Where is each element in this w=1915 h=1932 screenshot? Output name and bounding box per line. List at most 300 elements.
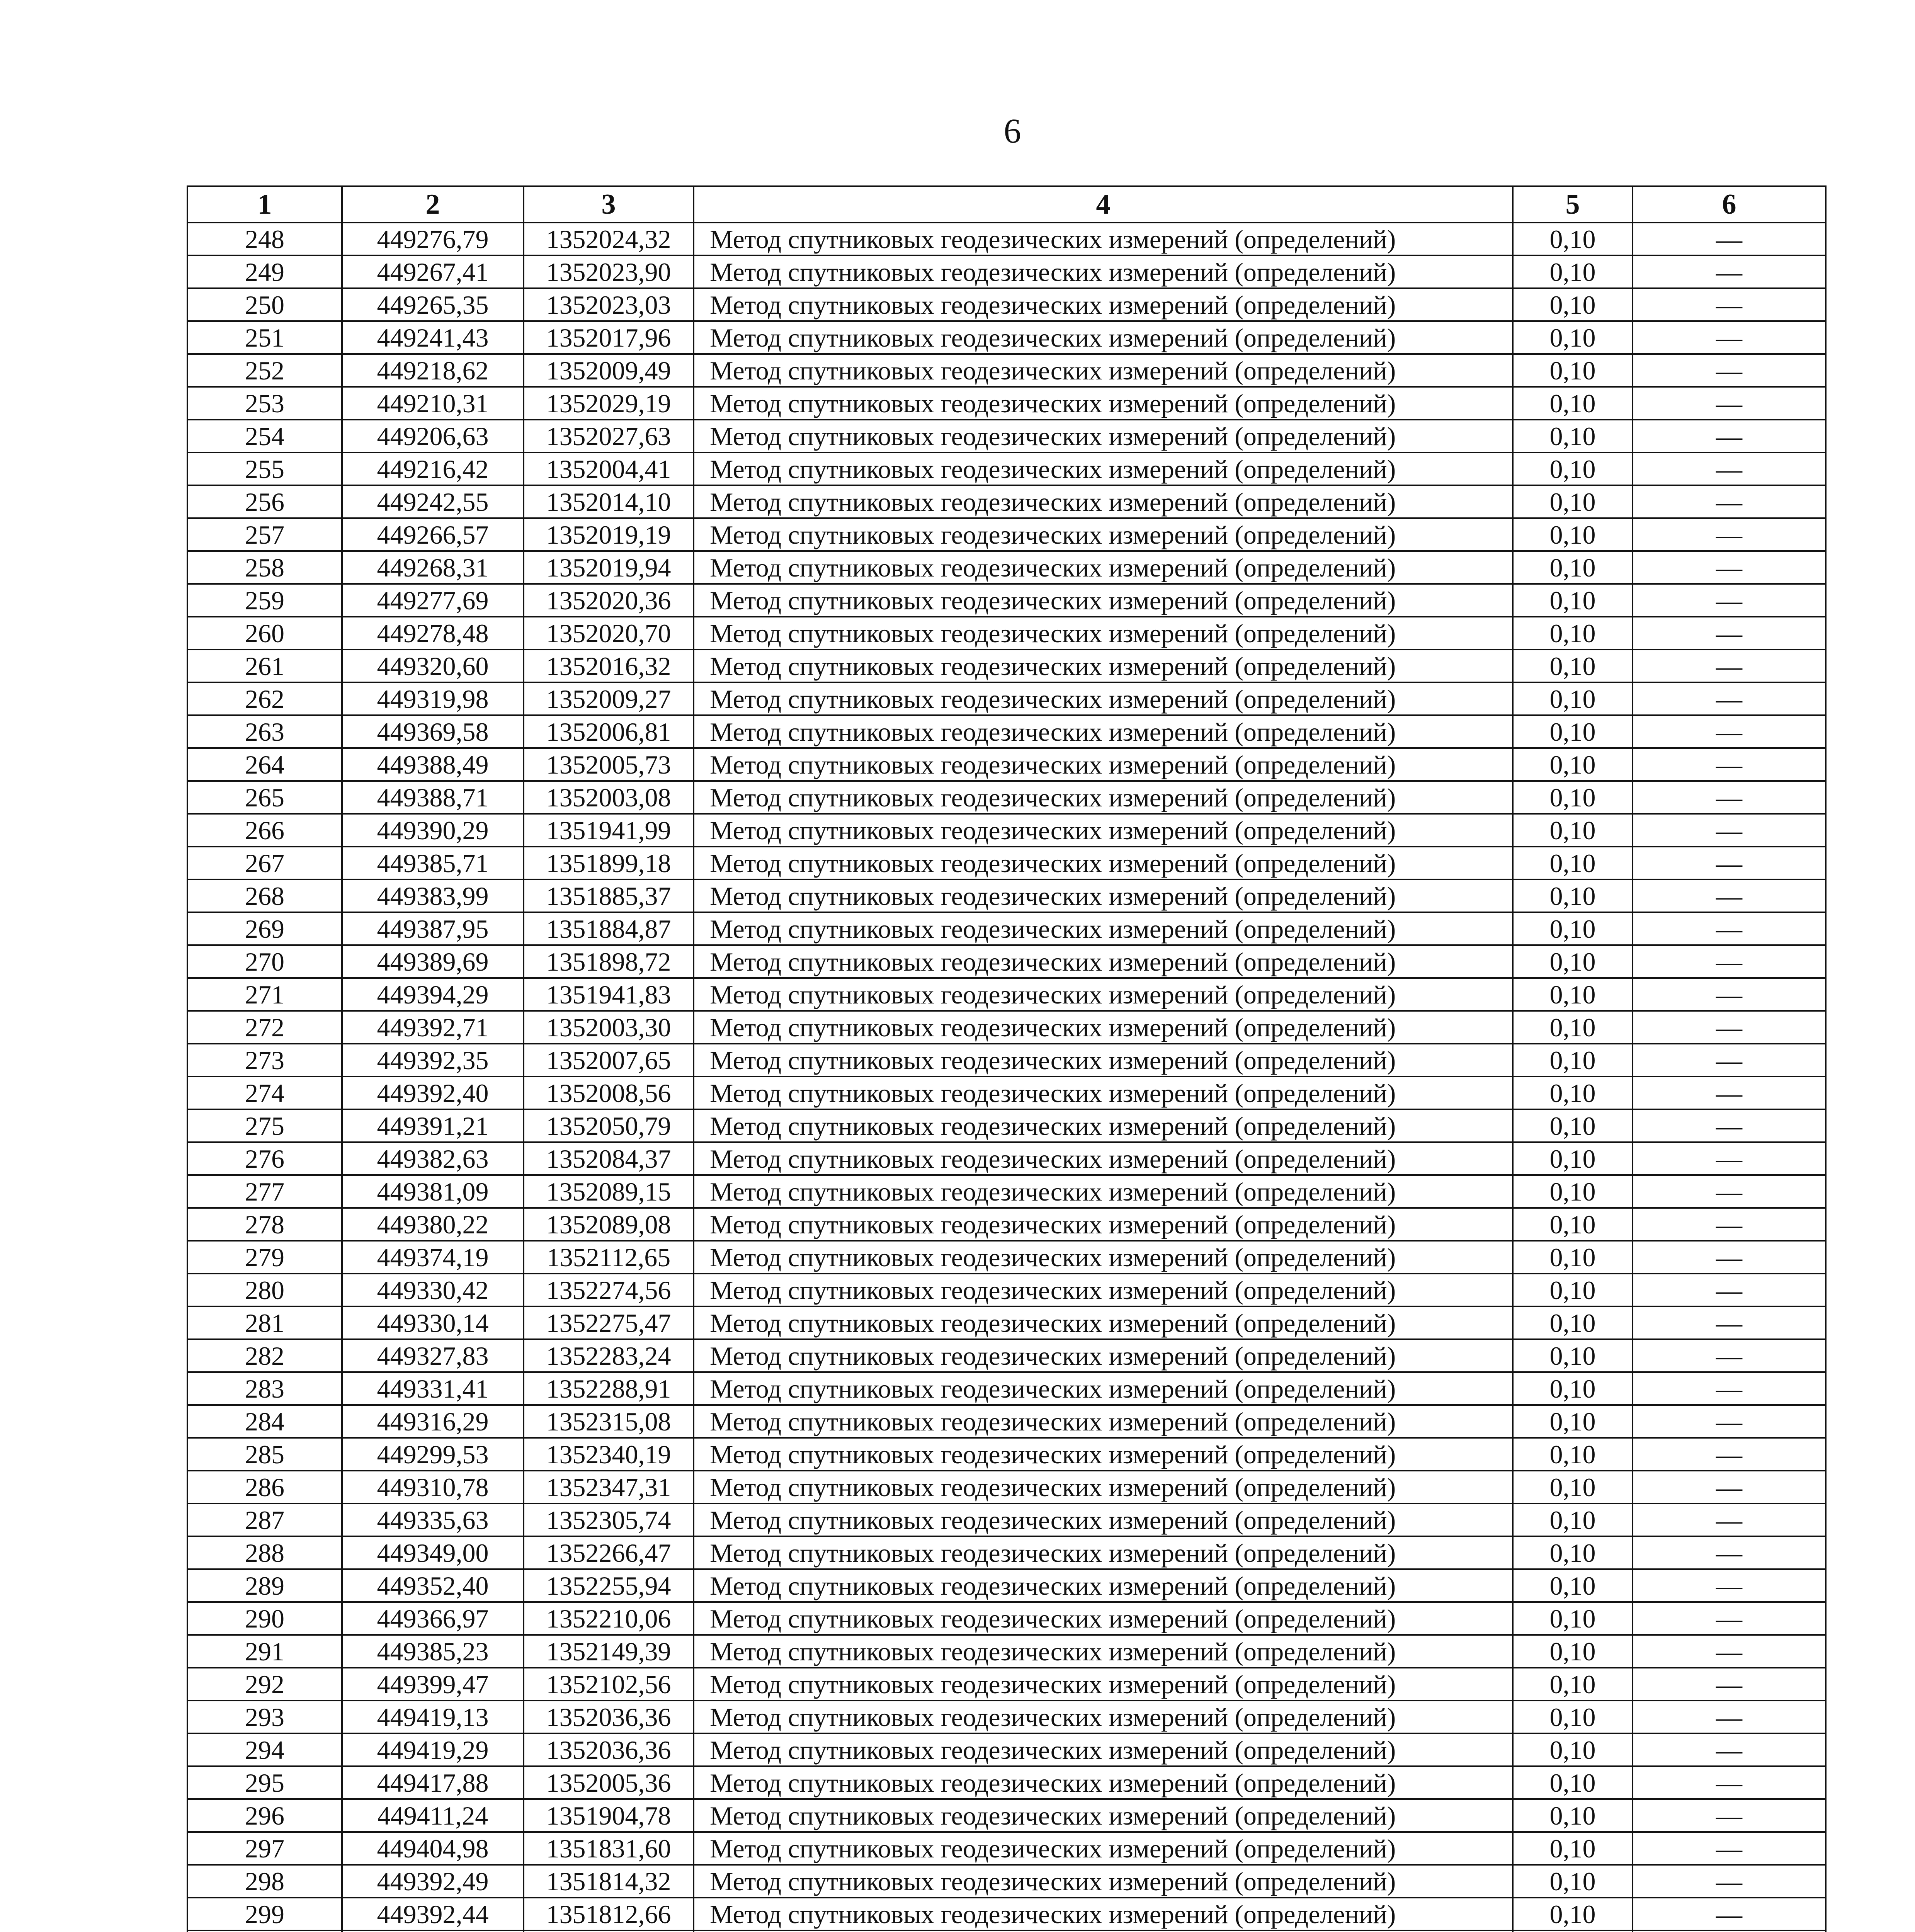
- method-cell: Метод спутниковых геодезических измерений (определений): [694, 354, 1513, 387]
- table-row: [187, 1339, 1826, 1372]
- x-coordinate-cell: 449380,22: [342, 1208, 524, 1241]
- y-coordinate-cell: 1352014,10: [524, 485, 694, 518]
- table-row: [187, 1044, 1826, 1077]
- y-coordinate-cell: 1352019,19: [524, 518, 694, 551]
- note-cell: —: [1633, 518, 1826, 551]
- accuracy-cell: 0,10: [1513, 1635, 1633, 1668]
- method-cell: Метод спутниковых геодезических измерений (определений): [694, 1635, 1513, 1668]
- note-cell: —: [1633, 1438, 1826, 1471]
- point-number-cell: 265: [187, 781, 342, 814]
- accuracy-cell: 0,10: [1513, 1306, 1633, 1339]
- x-coordinate-cell: 449392,49: [342, 1865, 524, 1898]
- table-row: [187, 617, 1826, 650]
- y-coordinate-cell: 1351899,18: [524, 847, 694, 879]
- point-number-cell: 259: [187, 584, 342, 617]
- x-coordinate-cell: 449404,98: [342, 1832, 524, 1865]
- y-coordinate-cell: 1352275,47: [524, 1306, 694, 1339]
- method-cell: Метод спутниковых геодезических измерений (определений): [694, 1799, 1513, 1832]
- y-coordinate-cell: 1352288,91: [524, 1372, 694, 1405]
- method-cell: Метод спутниковых геодезических измерений (определений): [694, 1109, 1513, 1142]
- x-coordinate-cell: 449388,71: [342, 781, 524, 814]
- x-coordinate-cell: 449385,23: [342, 1635, 524, 1668]
- table-row: [187, 1503, 1826, 1536]
- y-coordinate-cell: 1351812,66: [524, 1898, 694, 1930]
- accuracy-cell: 0,10: [1513, 1898, 1633, 1930]
- method-cell: Метод спутниковых геодезических измерений (определений): [694, 223, 1513, 255]
- point-number-cell: 293: [187, 1701, 342, 1733]
- table-row: [187, 1372, 1826, 1405]
- point-number-cell: 290: [187, 1602, 342, 1635]
- y-coordinate-cell: 1351941,99: [524, 814, 694, 847]
- note-cell: —: [1633, 1142, 1826, 1175]
- method-cell: Метод спутниковых геодезических измерений (определений): [694, 584, 1513, 617]
- method-cell: Метод спутниковых геодезических измерений (определений): [694, 1339, 1513, 1372]
- y-coordinate-cell: 1352036,36: [524, 1701, 694, 1733]
- column-header: 6: [1633, 186, 1826, 223]
- note-cell: —: [1633, 1274, 1826, 1306]
- note-cell: —: [1633, 223, 1826, 255]
- accuracy-cell: 0,10: [1513, 1766, 1633, 1799]
- table-row: [187, 748, 1826, 781]
- accuracy-cell: 0,10: [1513, 617, 1633, 650]
- table-row: [187, 781, 1826, 814]
- method-cell: Метод спутниковых геодезических измерений (определений): [694, 1142, 1513, 1175]
- y-coordinate-cell: 1351898,72: [524, 945, 694, 978]
- accuracy-cell: 0,10: [1513, 485, 1633, 518]
- method-cell: Метод спутниковых геодезических измерений (определений): [694, 650, 1513, 682]
- note-cell: —: [1633, 879, 1826, 912]
- method-cell: Метод спутниковых геодезических измерений (определений): [694, 1372, 1513, 1405]
- accuracy-cell: 0,10: [1513, 255, 1633, 288]
- table-row: [187, 1930, 1826, 1932]
- table-row: [187, 1898, 1826, 1930]
- column-header: 5: [1513, 186, 1633, 223]
- table-row: [187, 452, 1826, 485]
- note-cell: —: [1633, 420, 1826, 452]
- accuracy-cell: 0,10: [1513, 945, 1633, 978]
- table-row: [187, 814, 1826, 847]
- point-number-cell: 285: [187, 1438, 342, 1471]
- column-header: 3: [524, 186, 694, 223]
- note-cell: —: [1633, 1865, 1826, 1898]
- accuracy-cell: 0,10: [1513, 1241, 1633, 1274]
- point-number-cell: 297: [187, 1832, 342, 1865]
- note-cell: —: [1633, 1832, 1826, 1865]
- point-number-cell: 262: [187, 682, 342, 715]
- point-number-cell: 292: [187, 1668, 342, 1701]
- method-cell: Метод спутниковых геодезических измерений (определений): [694, 387, 1513, 420]
- accuracy-cell: 0,10: [1513, 1569, 1633, 1602]
- x-coordinate-cell: 449278,48: [342, 617, 524, 650]
- point-number-cell: 282: [187, 1339, 342, 1372]
- note-cell: —: [1633, 1503, 1826, 1536]
- y-coordinate-cell: 1352274,56: [524, 1274, 694, 1306]
- table-row: [187, 223, 1826, 255]
- y-coordinate-cell: 1352102,56: [524, 1668, 694, 1701]
- x-coordinate-cell: 449330,14: [342, 1306, 524, 1339]
- table-header-row: [187, 186, 1826, 223]
- method-cell: Метод спутниковых геодезических измерений (определений): [694, 617, 1513, 650]
- method-cell: Метод спутниковых геодезических измерений (определений): [694, 452, 1513, 485]
- table-row: [187, 1668, 1826, 1701]
- table-row: [187, 945, 1826, 978]
- point-number-cell: 256: [187, 485, 342, 518]
- accuracy-cell: 0,10: [1513, 748, 1633, 781]
- table-row: [187, 1011, 1826, 1044]
- y-coordinate-cell: 1352024,32: [524, 223, 694, 255]
- note-cell: —: [1633, 1175, 1826, 1208]
- point-number-cell: 249: [187, 255, 342, 288]
- note-cell: —: [1633, 748, 1826, 781]
- accuracy-cell: 0,10: [1513, 420, 1633, 452]
- y-coordinate-cell: 1352006,81: [524, 715, 694, 748]
- note-cell: —: [1633, 1372, 1826, 1405]
- y-coordinate-cell: 1352149,39: [524, 1635, 694, 1668]
- x-coordinate-cell: 449419,29: [342, 1733, 524, 1766]
- x-coordinate-cell: 449419,13: [342, 1701, 524, 1733]
- x-coordinate-cell: 449331,41: [342, 1372, 524, 1405]
- accuracy-cell: 0,10: [1513, 1339, 1633, 1372]
- note-cell: —: [1633, 1733, 1826, 1766]
- point-number-cell: 286: [187, 1471, 342, 1503]
- method-cell: Метод спутниковых геодезических измерений (определений): [694, 1471, 1513, 1503]
- method-cell: Метод спутниковых геодезических измерений (определений): [694, 1438, 1513, 1471]
- y-coordinate-cell: 1352005,73: [524, 748, 694, 781]
- table-row: [187, 1208, 1826, 1241]
- accuracy-cell: 0,10: [1513, 1733, 1633, 1766]
- note-cell: —: [1633, 1766, 1826, 1799]
- accuracy-cell: 0,10: [1513, 1044, 1633, 1077]
- x-coordinate-cell: 449267,41: [342, 255, 524, 288]
- accuracy-cell: 0,10: [1513, 814, 1633, 847]
- table-row: [187, 1865, 1826, 1898]
- accuracy-cell: 0,10: [1513, 518, 1633, 551]
- accuracy-cell: 0,10: [1513, 650, 1633, 682]
- point-number-cell: 263: [187, 715, 342, 748]
- accuracy-cell: 0,10: [1513, 1405, 1633, 1438]
- y-coordinate-cell: 1351941,83: [524, 978, 694, 1011]
- method-cell: Метод спутниковых геодезических измерений (определений): [694, 847, 1513, 879]
- table-row: [187, 1175, 1826, 1208]
- method-cell: Метод спутниковых геодезических измерений (определений): [694, 1865, 1513, 1898]
- point-number-cell: 281: [187, 1306, 342, 1339]
- x-coordinate-cell: 449382,63: [342, 1142, 524, 1175]
- note-cell: —: [1633, 781, 1826, 814]
- accuracy-cell: 0,10: [1513, 1109, 1633, 1142]
- x-coordinate-cell: 449242,55: [342, 485, 524, 518]
- note-cell: —: [1633, 1339, 1826, 1372]
- accuracy-cell: 0,10: [1513, 1799, 1633, 1832]
- note-cell: —: [1633, 584, 1826, 617]
- y-coordinate-cell: 1352283,24: [524, 1339, 694, 1372]
- note-cell: —: [1633, 551, 1826, 584]
- y-coordinate-cell: 1352017,96: [524, 321, 694, 354]
- point-number-cell: 260: [187, 617, 342, 650]
- table-row: [187, 387, 1826, 420]
- point-number-cell: [187, 1930, 342, 1932]
- x-coordinate-cell: 449374,19: [342, 1241, 524, 1274]
- x-coordinate-cell: 449392,44: [342, 1898, 524, 1930]
- method-cell: Метод спутниковых геодезических измерений (определений): [694, 1175, 1513, 1208]
- y-coordinate-cell: 1352008,56: [524, 1077, 694, 1109]
- table-row: [187, 978, 1826, 1011]
- table-row: [187, 1766, 1826, 1799]
- note-cell: —: [1633, 1799, 1826, 1832]
- method-cell: Метод спутниковых геодезических измерений (определений): [694, 255, 1513, 288]
- x-coordinate-cell: 449369,58: [342, 715, 524, 748]
- method-cell: Метод спутниковых геодезических измерений (определений): [694, 945, 1513, 978]
- table-row: [187, 1471, 1826, 1503]
- point-number-cell: 254: [187, 420, 342, 452]
- table-row: [187, 518, 1826, 551]
- y-coordinate-cell: 1352009,49: [524, 354, 694, 387]
- table-row: [187, 321, 1826, 354]
- x-coordinate-cell: 449218,62: [342, 354, 524, 387]
- table-row: [187, 1799, 1826, 1832]
- method-cell: Метод спутниковых геодезических измерений (определений): [694, 518, 1513, 551]
- point-number-cell: 252: [187, 354, 342, 387]
- x-coordinate-cell: 449266,57: [342, 518, 524, 551]
- method-cell: Метод спутниковых геодезических измерений (определений): [694, 551, 1513, 584]
- table-row: [187, 584, 1826, 617]
- point-number-cell: 298: [187, 1865, 342, 1898]
- table-row: [187, 1635, 1826, 1668]
- accuracy-cell: 0,10: [1513, 912, 1633, 945]
- note-cell: —: [1633, 1077, 1826, 1109]
- method-cell: Метод спутниковых геодезических измерений (определений): [694, 879, 1513, 912]
- table-row: [187, 255, 1826, 288]
- note-cell: —: [1633, 1044, 1826, 1077]
- table-row: [187, 847, 1826, 879]
- y-coordinate-cell: 1352027,63: [524, 420, 694, 452]
- table-row: [187, 1536, 1826, 1569]
- y-coordinate-cell: 1352005,36: [524, 1766, 694, 1799]
- table-row: [187, 1832, 1826, 1865]
- y-coordinate-cell: 1352009,27: [524, 682, 694, 715]
- method-cell: Метод спутниковых геодезических измерений (определений): [694, 682, 1513, 715]
- table-row: [187, 879, 1826, 912]
- table-row: [187, 354, 1826, 387]
- x-coordinate-cell: 449417,88: [342, 1766, 524, 1799]
- point-number-cell: 250: [187, 288, 342, 321]
- table-row: [187, 682, 1826, 715]
- method-cell: Метод спутниковых геодезических измерений (определений): [694, 1241, 1513, 1274]
- note-cell: —: [1633, 387, 1826, 420]
- point-number-cell: 296: [187, 1799, 342, 1832]
- x-coordinate-cell: 449352,40: [342, 1569, 524, 1602]
- point-number-cell: 267: [187, 847, 342, 879]
- x-coordinate-cell: 449316,29: [342, 1405, 524, 1438]
- x-coordinate-cell: 449310,78: [342, 1471, 524, 1503]
- method-cell: [694, 1930, 1513, 1932]
- note-cell: —: [1633, 452, 1826, 485]
- accuracy-cell: 0,10: [1513, 584, 1633, 617]
- method-cell: Метод спутниковых геодезических измерений (определений): [694, 1011, 1513, 1044]
- accuracy-cell: 0,10: [1513, 1077, 1633, 1109]
- note-cell: —: [1633, 1109, 1826, 1142]
- method-cell: Метод спутниковых геодезических измерений (определений): [694, 1668, 1513, 1701]
- point-number-cell: 272: [187, 1011, 342, 1044]
- x-coordinate-cell: [342, 1930, 524, 1932]
- x-coordinate-cell: 449388,49: [342, 748, 524, 781]
- method-cell: Метод спутниковых геодезических измерений (определений): [694, 1898, 1513, 1930]
- point-number-cell: 273: [187, 1044, 342, 1077]
- x-coordinate-cell: 449392,71: [342, 1011, 524, 1044]
- accuracy-cell: 0,10: [1513, 1142, 1633, 1175]
- accuracy-cell: 0,10: [1513, 1438, 1633, 1471]
- accuracy-cell: 0,10: [1513, 321, 1633, 354]
- accuracy-cell: 0,10: [1513, 1471, 1633, 1503]
- y-coordinate-cell: 1352003,30: [524, 1011, 694, 1044]
- note-cell: —: [1633, 1241, 1826, 1274]
- table-row: [187, 912, 1826, 945]
- accuracy-cell: 0,10: [1513, 847, 1633, 879]
- table-row: [187, 1077, 1826, 1109]
- y-coordinate-cell: 1352019,94: [524, 551, 694, 584]
- accuracy-cell: 0,10: [1513, 288, 1633, 321]
- y-coordinate-cell: 1351885,37: [524, 879, 694, 912]
- y-coordinate-cell: 1352112,65: [524, 1241, 694, 1274]
- point-number-cell: 289: [187, 1569, 342, 1602]
- y-coordinate-cell: 1352016,32: [524, 650, 694, 682]
- note-cell: —: [1633, 1701, 1826, 1733]
- point-number-cell: 251: [187, 321, 342, 354]
- table-row: [187, 1733, 1826, 1766]
- method-cell: Метод спутниковых геодезических измерений (определений): [694, 1733, 1513, 1766]
- point-number-cell: 294: [187, 1733, 342, 1766]
- note-cell: —: [1633, 1011, 1826, 1044]
- point-number-cell: 291: [187, 1635, 342, 1668]
- note-cell: —: [1633, 814, 1826, 847]
- point-number-cell: 275: [187, 1109, 342, 1142]
- y-coordinate-cell: 1352084,37: [524, 1142, 694, 1175]
- method-cell: Метод спутниковых геодезических измерений (определений): [694, 1766, 1513, 1799]
- method-cell: Метод спутниковых геодезических измерений (определений): [694, 814, 1513, 847]
- note-cell: —: [1633, 715, 1826, 748]
- note-cell: —: [1633, 321, 1826, 354]
- point-number-cell: 284: [187, 1405, 342, 1438]
- table-row: [187, 1306, 1826, 1339]
- method-cell: Метод спутниковых геодезических измерений (определений): [694, 1405, 1513, 1438]
- y-coordinate-cell: 1352347,31: [524, 1471, 694, 1503]
- note-cell: —: [1633, 288, 1826, 321]
- y-coordinate-cell: 1352050,79: [524, 1109, 694, 1142]
- method-cell: Метод спутниковых геодезических измерений (определений): [694, 1044, 1513, 1077]
- y-coordinate-cell: 1352266,47: [524, 1536, 694, 1569]
- accuracy-cell: 0,10: [1513, 1865, 1633, 1898]
- accuracy-cell: 0,10: [1513, 1208, 1633, 1241]
- accuracy-cell: 0,10: [1513, 715, 1633, 748]
- method-cell: Метод спутниковых геодезических измерений (определений): [694, 1077, 1513, 1109]
- page-number: 6: [1003, 112, 1021, 150]
- x-coordinate-cell: 449387,95: [342, 912, 524, 945]
- point-number-cell: 266: [187, 814, 342, 847]
- column-header: 4: [694, 186, 1513, 223]
- accuracy-cell: 0,10: [1513, 1011, 1633, 1044]
- point-number-cell: 277: [187, 1175, 342, 1208]
- note-cell: —: [1633, 650, 1826, 682]
- x-coordinate-cell: 449319,98: [342, 682, 524, 715]
- point-number-cell: 258: [187, 551, 342, 584]
- accuracy-cell: 0,10: [1513, 1175, 1633, 1208]
- y-coordinate-cell: 1351831,60: [524, 1832, 694, 1865]
- method-cell: Метод спутниковых геодезических измерений (определений): [694, 1306, 1513, 1339]
- y-coordinate-cell: 1352340,19: [524, 1438, 694, 1471]
- point-number-cell: 268: [187, 879, 342, 912]
- accuracy-cell: 0,10: [1513, 1372, 1633, 1405]
- point-number-cell: 264: [187, 748, 342, 781]
- table-row: [187, 551, 1826, 584]
- method-cell: Метод спутниковых геодезических измерений (определений): [694, 978, 1513, 1011]
- point-number-cell: 280: [187, 1274, 342, 1306]
- table-row: [187, 1569, 1826, 1602]
- y-coordinate-cell: 1352003,08: [524, 781, 694, 814]
- note-cell: —: [1633, 1569, 1826, 1602]
- y-coordinate-cell: 1352255,94: [524, 1569, 694, 1602]
- note-cell: —: [1633, 485, 1826, 518]
- accuracy-cell: 0,10: [1513, 978, 1633, 1011]
- note-cell: —: [1633, 978, 1826, 1011]
- table-row: [187, 485, 1826, 518]
- point-number-cell: 255: [187, 452, 342, 485]
- point-number-cell: 271: [187, 978, 342, 1011]
- point-number-cell: 257: [187, 518, 342, 551]
- x-coordinate-cell: 449265,35: [342, 288, 524, 321]
- method-cell: Метод спутниковых геодезических измерений (определений): [694, 1832, 1513, 1865]
- x-coordinate-cell: 449330,42: [342, 1274, 524, 1306]
- table-row: [187, 1142, 1826, 1175]
- method-cell: Метод спутниковых геодезических измерений (определений): [694, 1536, 1513, 1569]
- point-number-cell: 299: [187, 1898, 342, 1930]
- table-row: [187, 1701, 1826, 1733]
- point-number-cell: 287: [187, 1503, 342, 1536]
- note-cell: —: [1633, 912, 1826, 945]
- accuracy-cell: 0,10: [1513, 1274, 1633, 1306]
- table-row: [187, 1438, 1826, 1471]
- x-coordinate-cell: 449391,21: [342, 1109, 524, 1142]
- accuracy-cell: 0,10: [1513, 1602, 1633, 1635]
- note-cell: —: [1633, 1635, 1826, 1668]
- accuracy-cell: 0,10: [1513, 879, 1633, 912]
- x-coordinate-cell: 449320,60: [342, 650, 524, 682]
- point-number-cell: 248: [187, 223, 342, 255]
- method-cell: Метод спутниковых геодезических измерений (определений): [694, 1569, 1513, 1602]
- x-coordinate-cell: 449327,83: [342, 1339, 524, 1372]
- note-cell: [1633, 1930, 1826, 1932]
- accuracy-cell: 0,10: [1513, 354, 1633, 387]
- x-coordinate-cell: 449349,00: [342, 1536, 524, 1569]
- x-coordinate-cell: 449366,97: [342, 1602, 524, 1635]
- y-coordinate-cell: 1352029,19: [524, 387, 694, 420]
- table-row: [187, 1109, 1826, 1142]
- table-row: [187, 288, 1826, 321]
- point-number-cell: 288: [187, 1536, 342, 1569]
- x-coordinate-cell: 449299,53: [342, 1438, 524, 1471]
- x-coordinate-cell: 449390,29: [342, 814, 524, 847]
- y-coordinate-cell: 1351904,78: [524, 1799, 694, 1832]
- y-coordinate-cell: 1352020,36: [524, 584, 694, 617]
- column-header: 2: [342, 186, 524, 223]
- accuracy-cell: 0,10: [1513, 781, 1633, 814]
- point-number-cell: 283: [187, 1372, 342, 1405]
- x-coordinate-cell: 449394,29: [342, 978, 524, 1011]
- table-body: [187, 186, 1826, 1932]
- method-cell: Метод спутниковых геодезических измерений (определений): [694, 321, 1513, 354]
- y-coordinate-cell: 1352023,03: [524, 288, 694, 321]
- x-coordinate-cell: 449216,42: [342, 452, 524, 485]
- y-coordinate-cell: 1352007,65: [524, 1044, 694, 1077]
- accuracy-cell: 0,10: [1513, 1701, 1633, 1733]
